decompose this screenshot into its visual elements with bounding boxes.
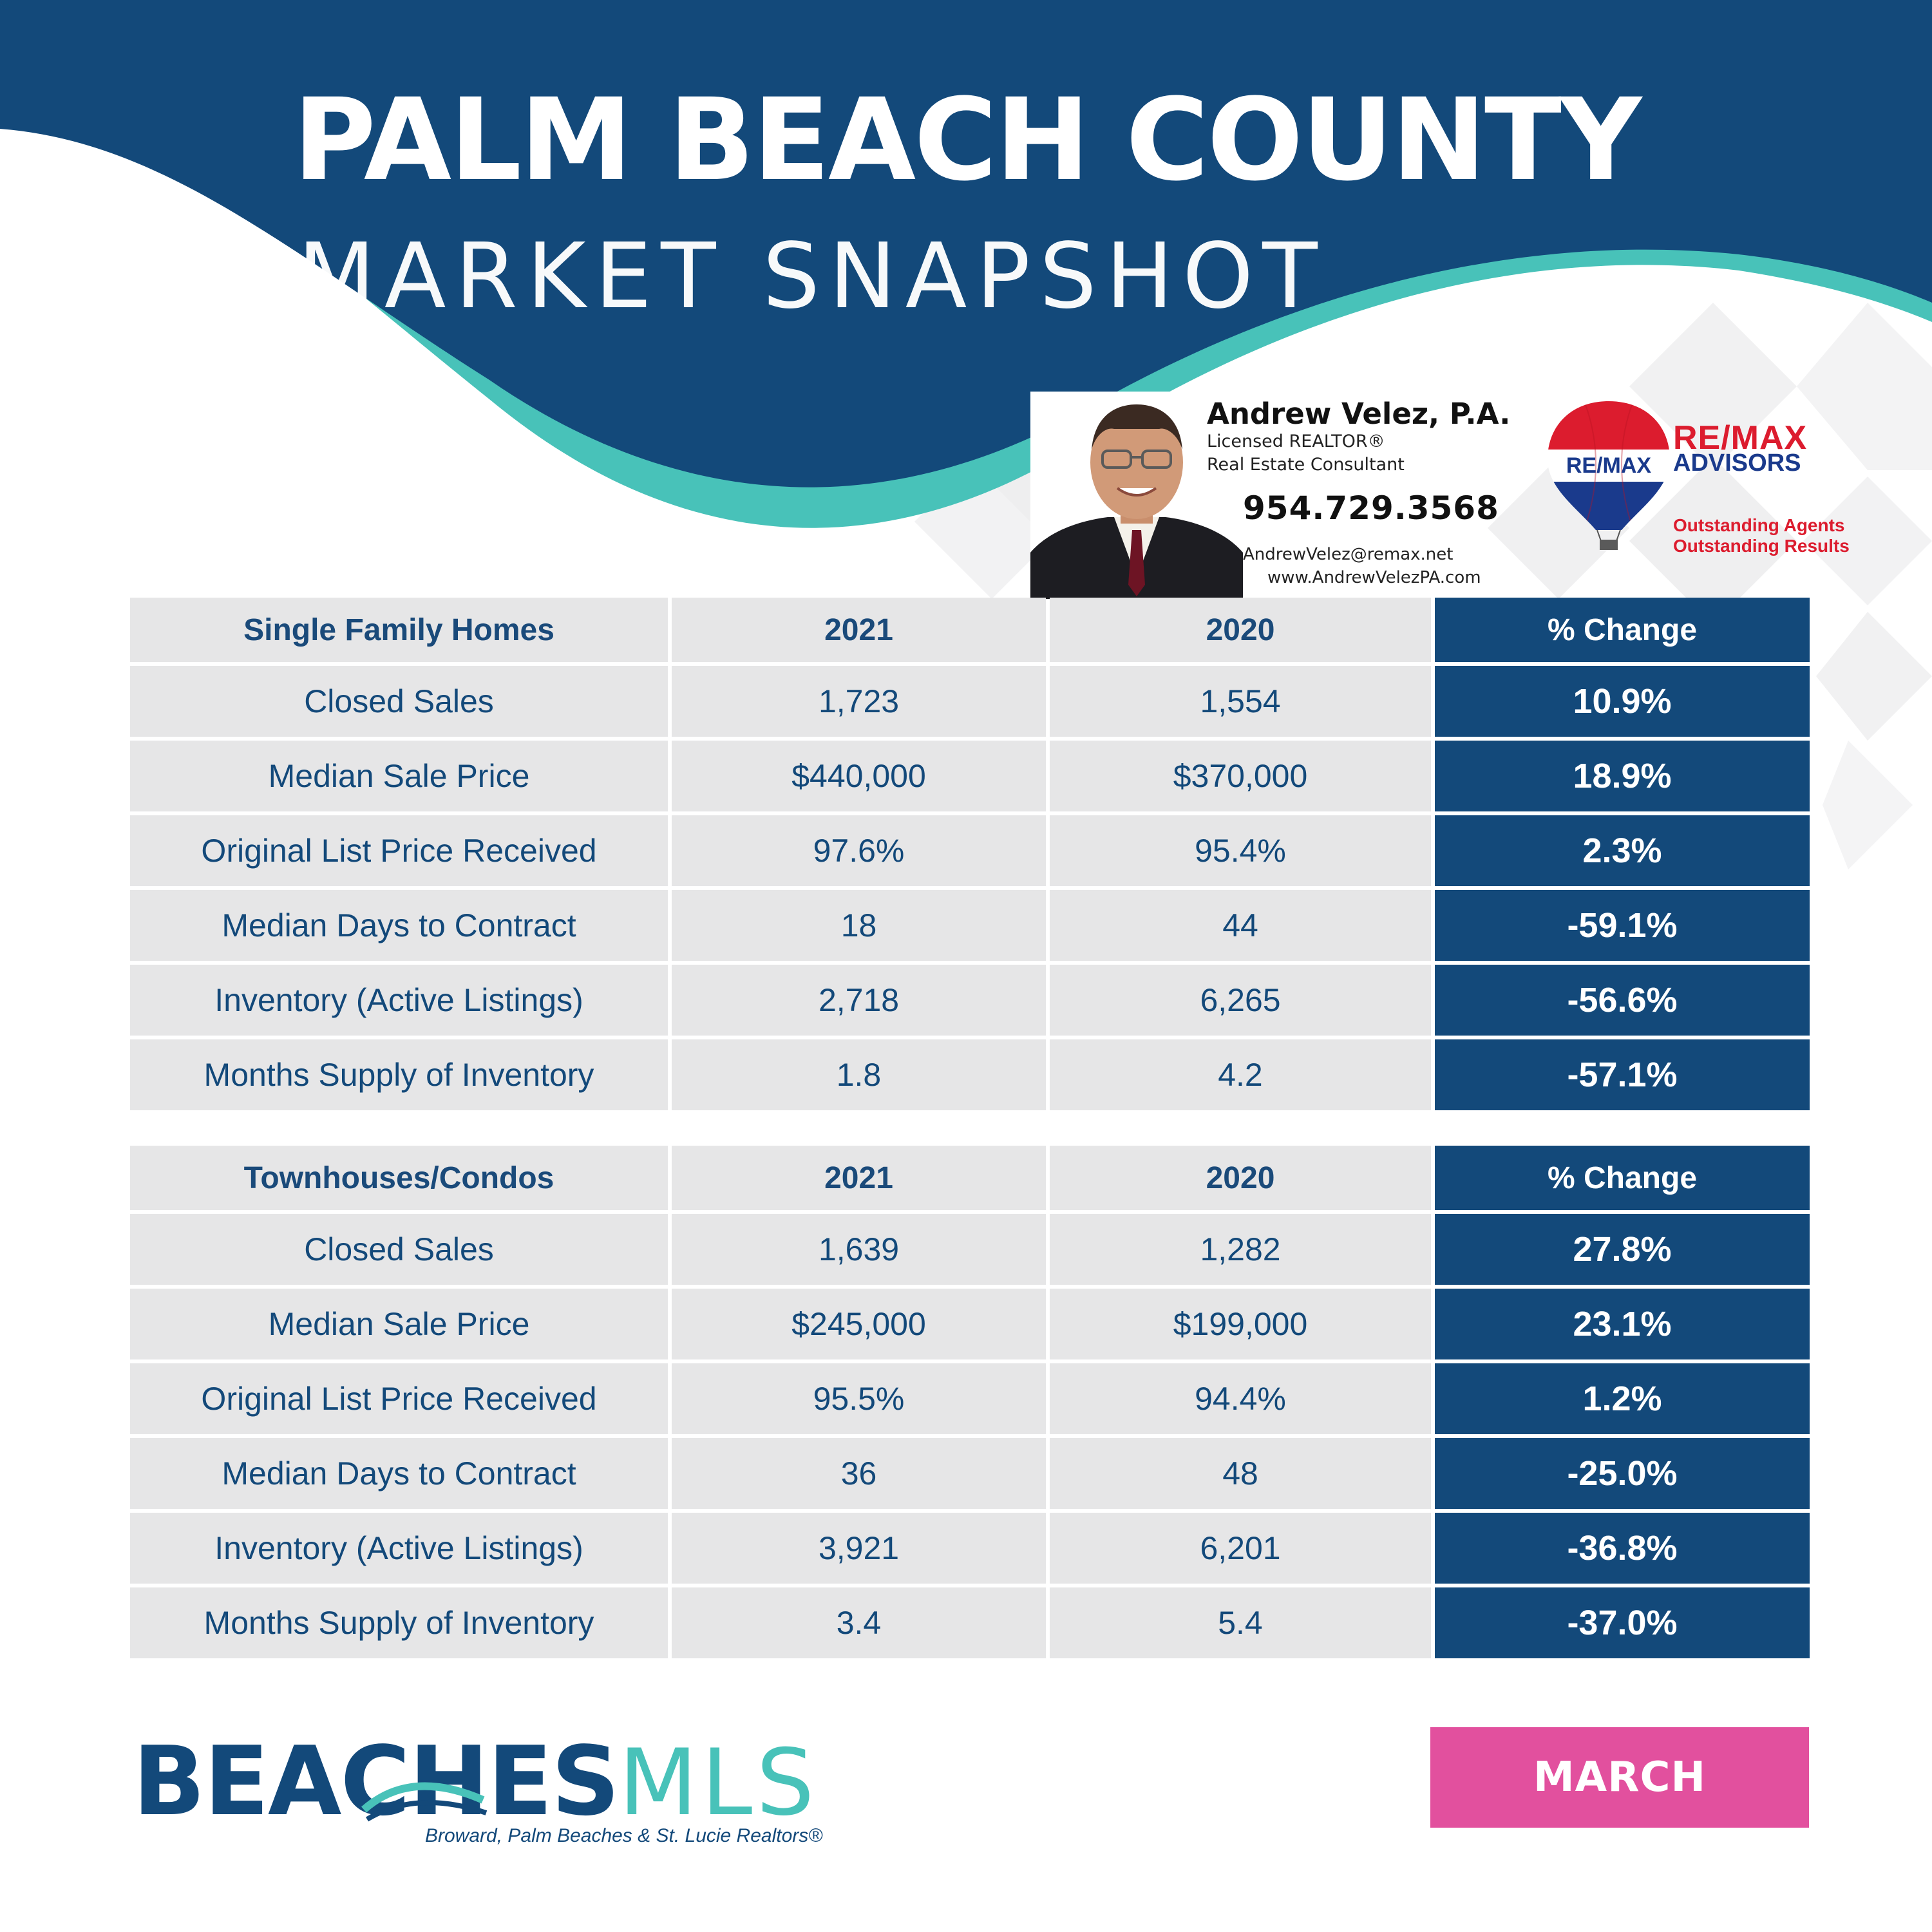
value-change: 1.2% xyxy=(1435,1363,1810,1434)
value-change: 10.9% xyxy=(1435,666,1810,737)
metric-label: Inventory (Active Listings) xyxy=(130,965,668,1036)
table-row xyxy=(130,1039,1810,1110)
table-header-category: Single Family Homes xyxy=(130,598,668,662)
metric-label: Original List Price Received xyxy=(130,1363,668,1434)
table-row xyxy=(130,965,1810,1036)
value-change: -57.1% xyxy=(1435,1039,1810,1110)
page-title: PALM BEACH COUNTY xyxy=(293,74,1640,206)
table-row xyxy=(130,815,1810,886)
value-change: -36.8% xyxy=(1435,1513,1810,1584)
remax-tagline-2: Outstanding Results xyxy=(1673,536,1850,556)
agent-email[interactable]: AndrewVelez@remax.net xyxy=(1243,545,1454,564)
metric-label: Median Days to Contract xyxy=(130,890,668,961)
value-2021: 2,718 xyxy=(672,965,1046,1036)
page-subtitle: MARKET SNAPSHOT xyxy=(298,224,1327,329)
metric-label: Months Supply of Inventory xyxy=(130,1039,668,1110)
value-2021: $440,000 xyxy=(672,741,1046,811)
table-header-year-2020: 2020 xyxy=(1050,598,1431,662)
value-change: 27.8% xyxy=(1435,1214,1810,1285)
townhouse-condo-table xyxy=(126,1142,1814,1662)
agent-role: Real Estate Consultant xyxy=(1207,455,1405,475)
value-2020: 6,201 xyxy=(1050,1513,1431,1584)
value-change: -59.1% xyxy=(1435,890,1810,961)
table-header-change: % Change xyxy=(1435,1146,1810,1210)
value-2020: 6,265 xyxy=(1050,965,1431,1036)
remax-brand: RE/MAX xyxy=(1673,419,1808,457)
value-2020: $370,000 xyxy=(1050,741,1431,811)
logo-word-bold: BEACHES xyxy=(133,1726,619,1837)
agent-website[interactable]: www.AndrewVelezPA.com xyxy=(1267,568,1481,587)
agent-license: Licensed REALTOR® xyxy=(1207,431,1385,451)
value-2020: $199,000 xyxy=(1050,1289,1431,1359)
table-row xyxy=(130,890,1810,961)
table-row xyxy=(130,666,1810,737)
table-row xyxy=(130,1363,1810,1434)
table-row xyxy=(130,1438,1810,1509)
table-row xyxy=(130,1214,1810,1285)
table-row xyxy=(130,1513,1810,1584)
value-2020: 95.4% xyxy=(1050,815,1431,886)
table-row xyxy=(130,1289,1810,1359)
logo-word-light: MLS xyxy=(618,1730,819,1836)
table-header-year-2020: 2020 xyxy=(1050,1146,1431,1210)
metric-label: Closed Sales xyxy=(130,1214,668,1285)
table-header-year-2021: 2021 xyxy=(672,598,1046,662)
remax-balloon-logo xyxy=(1544,398,1673,553)
balloon-text: RE/MAX xyxy=(1566,453,1652,478)
metric-label: Closed Sales xyxy=(130,666,668,737)
value-change: 23.1% xyxy=(1435,1289,1810,1359)
single-family-table xyxy=(126,594,1814,1114)
value-2021: 3.4 xyxy=(672,1587,1046,1658)
value-2021: 18 xyxy=(672,890,1046,961)
value-2020: 44 xyxy=(1050,890,1431,961)
value-2020: 48 xyxy=(1050,1438,1431,1509)
table-header-row xyxy=(130,1146,1810,1210)
metric-label: Median Days to Contract xyxy=(130,1438,668,1509)
value-2021: 36 xyxy=(672,1438,1046,1509)
value-2020: 1,554 xyxy=(1050,666,1431,737)
value-change: 18.9% xyxy=(1435,741,1810,811)
value-2020: 1,282 xyxy=(1050,1214,1431,1285)
value-2021: 1,639 xyxy=(672,1214,1046,1285)
value-change: -25.0% xyxy=(1435,1438,1810,1509)
remax-office: ADVISORS xyxy=(1673,450,1801,477)
table-header-category: Townhouses/Condos xyxy=(130,1146,668,1210)
value-2020: 4.2 xyxy=(1050,1039,1431,1110)
table-header-year-2021: 2021 xyxy=(672,1146,1046,1210)
value-change: -56.6% xyxy=(1435,965,1810,1036)
beaches-mls-tagline: Broward, Palm Beaches & St. Lucie Realtors® xyxy=(425,1825,823,1846)
table-row xyxy=(130,741,1810,811)
metric-label: Median Sale Price xyxy=(130,1289,668,1359)
value-2020: 5.4 xyxy=(1050,1587,1431,1658)
metric-label: Original List Price Received xyxy=(130,815,668,886)
value-2021: 1,723 xyxy=(672,666,1046,737)
remax-tagline-1: Outstanding Agents xyxy=(1673,515,1845,535)
month-badge: MARCH xyxy=(1430,1727,1809,1828)
value-2021: 3,921 xyxy=(672,1513,1046,1584)
value-2021: 97.6% xyxy=(672,815,1046,886)
agent-name: Andrew Velez, P.A. xyxy=(1207,397,1511,431)
table-row xyxy=(130,1587,1810,1658)
table-header-change: % Change xyxy=(1435,598,1810,662)
value-2020: 94.4% xyxy=(1050,1363,1431,1434)
metric-label: Median Sale Price xyxy=(130,741,668,811)
table-header-row xyxy=(130,598,1810,662)
value-2021: 1.8 xyxy=(672,1039,1046,1110)
value-2021: $245,000 xyxy=(672,1289,1046,1359)
value-change: -37.0% xyxy=(1435,1587,1810,1658)
value-change: 2.3% xyxy=(1435,815,1810,886)
metric-label: Months Supply of Inventory xyxy=(130,1587,668,1658)
wave-icon xyxy=(361,1765,489,1823)
metric-label: Inventory (Active Listings) xyxy=(130,1513,668,1584)
value-2021: 95.5% xyxy=(672,1363,1046,1434)
agent-phone[interactable]: 954.729.3568 xyxy=(1243,489,1499,527)
